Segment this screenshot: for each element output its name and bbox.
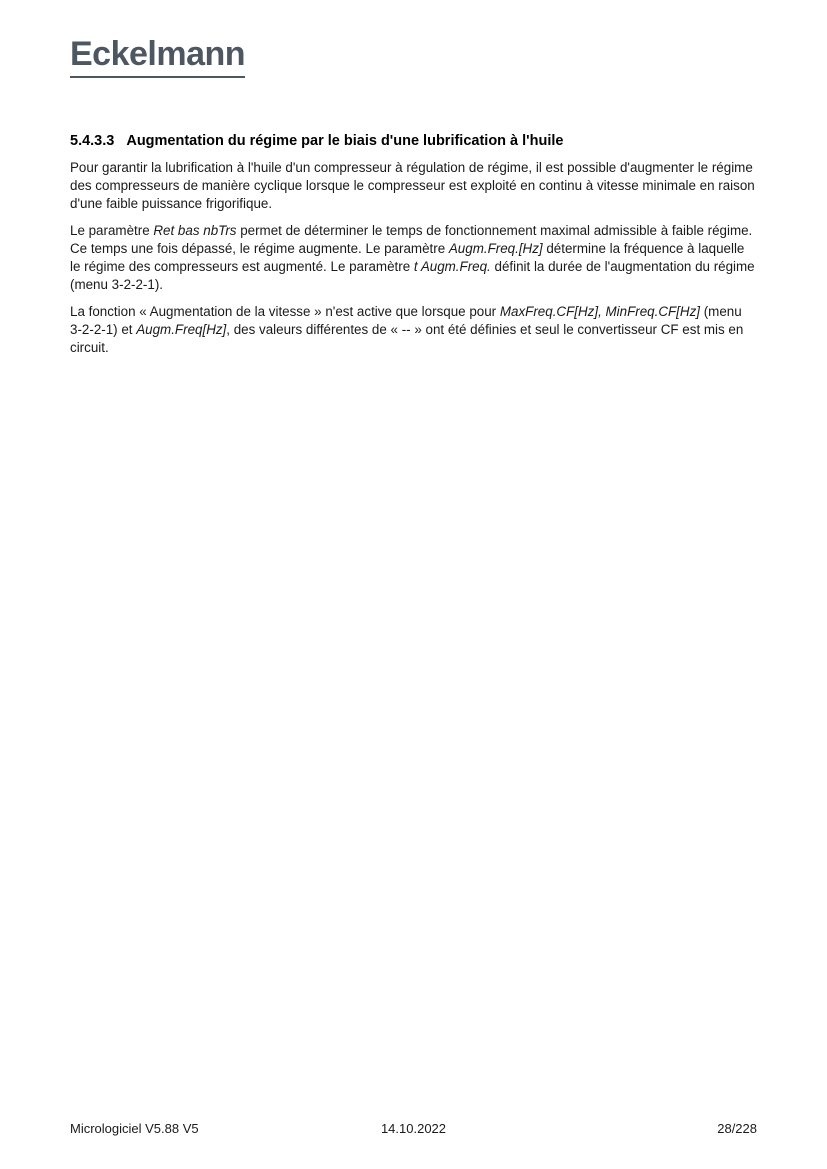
text-segment: , des valeurs différentes de « -- » ont été définies et seul le convertisseur CF est mis en circuit.	[70, 322, 744, 356]
text-segment: détermine la fréquence à laquelle le régime des compresseurs est augmenté. Le paramètre	[70, 241, 745, 275]
paragraph-3	[70, 303, 757, 357]
parameter-name: Ret bas nbTrs	[153, 223, 237, 239]
footer-date: 14.10.2022	[380, 1121, 447, 1136]
parameter-name: Augm.Freq.[Hz]	[448, 241, 543, 257]
logo-wordmark: Eckelmann	[70, 35, 246, 73]
text-segment: permet de déterminer le temps de fonctionnement maximal admissible à faible régime. Ce temps une fois dépassé, le régime augmente. Le paramètre	[70, 223, 753, 257]
footer-document-version: Micrologiciel V5.88 V5	[70, 1121, 199, 1136]
section-title: Augmentation du régime par le biais d'une lubrification à l'huile	[126, 133, 564, 150]
paragraph-2	[70, 222, 757, 294]
text-segment: définit la durée de l'augmentation du régime (menu 3-2-2-1).	[70, 259, 755, 293]
parameter-name: MaxFreq.CF[Hz], MinFreq.CF[Hz]	[499, 304, 700, 320]
text-segment: Le paramètre	[70, 223, 154, 239]
text-segment: La fonction « Augmentation de la vitesse » n'est active que lorsque pour	[70, 304, 500, 320]
section-number: 5.4.3.3	[70, 133, 115, 150]
page-footer	[70, 1121, 757, 1136]
parameter-name: t Augm.Freq.	[413, 259, 491, 275]
text-segment: (menu 3-2-2-1) et	[70, 304, 742, 338]
page-header	[70, 0, 757, 78]
text-segment: Pour garantir la lubrification à l'huile d'un compresseur à régulation de régime, il est possible d'augmenter le régime des compresseurs de manière cyclique lorsque le compresseur est exploité en continu à vitesse minimale en raison d'une faible puissance frigorifique.	[70, 160, 755, 212]
paragraph-1	[70, 159, 757, 213]
section-heading	[70, 132, 757, 150]
logo-underline	[70, 76, 245, 78]
eckelmann-logo	[70, 36, 245, 78]
footer-page-number: 28/228	[717, 1121, 757, 1136]
document-body	[70, 132, 757, 357]
parameter-name: Augm.Freq[Hz]	[136, 322, 227, 338]
